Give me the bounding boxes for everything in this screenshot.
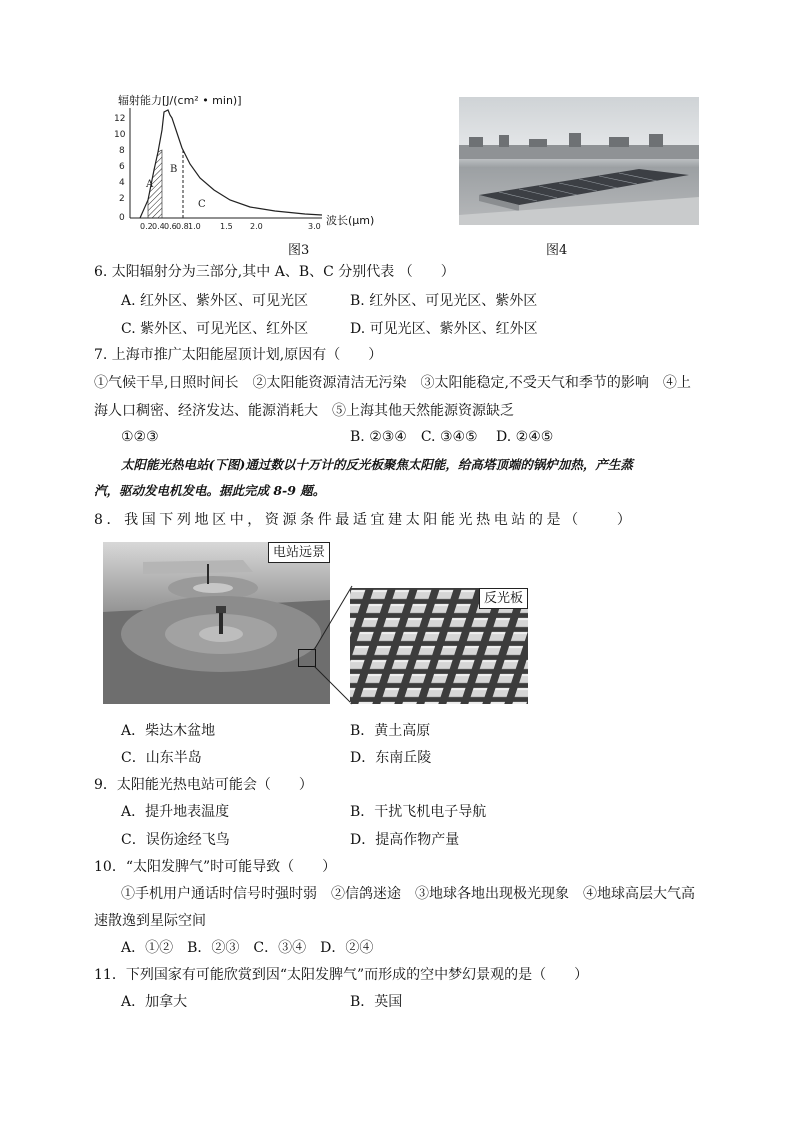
reflector-panels-closeup-photo — [350, 588, 528, 704]
question-8-stem: 8．我国下列地区中，资源条件最适宜建太阳能光热电站的是（ ） — [94, 512, 635, 528]
ytick-4: 4 — [119, 178, 125, 188]
figure-4-rooftop-solar-photo — [459, 97, 699, 225]
figure-4-caption: 图4 — [546, 243, 568, 258]
ytick-6: 6 — [119, 162, 125, 172]
question-9-option-c[interactable]: C．误伤途经飞鸟 — [121, 832, 230, 848]
question-9-option-b[interactable]: B．干扰飞机电子导航 — [350, 804, 487, 820]
ytick-12: 12 — [114, 114, 126, 124]
question-7-statement-line-1: ①气候干旱,日照时间长 ②太阳能资源清洁无污染 ③太阳能稳定,不受天气和季节的影响 ④上 — [94, 375, 691, 391]
question-7-statement-line-2: 海人口稠密、经济发达、能源消耗大 ⑤上海其他天然能源资源缺乏 — [94, 403, 514, 419]
question-10-stem: 10．“太阳发脾气”时可能导致（ ） — [94, 859, 337, 875]
question-6-stem: 6. 太阳辐射分为三部分,其中 A、B、C 分别代表 （ ） — [94, 264, 455, 280]
figure-3-xlabel: 波长(μm) — [326, 214, 375, 227]
xtick-2-0: 2.0 — [250, 222, 263, 231]
ytick-8: 8 — [119, 146, 125, 156]
xtick-1-0: 1.0 — [188, 222, 201, 231]
question-11-option-a[interactable]: A．加拿大 — [121, 994, 188, 1010]
question-8-option-d[interactable]: D．东南丘陵 — [350, 750, 432, 766]
region-label-b: B — [170, 164, 178, 175]
question-7-stem: 7. 上海市推广太阳能屋顶计划,原因有（ ） — [94, 347, 383, 363]
figure-3-caption: 图3 — [288, 243, 310, 258]
figure-3-chart — [110, 90, 330, 235]
question-11-option-b[interactable]: B．英国 — [350, 994, 403, 1010]
xtick-0-6: 0.6 — [164, 222, 177, 231]
question-9-option-d[interactable]: D．提高作物产量 — [350, 832, 460, 848]
question-9-option-a[interactable]: A．提升地表温度 — [121, 804, 230, 820]
question-9-stem: 9．太阳能光热电站可能会（ ） — [94, 777, 313, 793]
question-11-stem: 11．下列国家有可能欣赏到因“太阳发脾气”而形成的空中梦幻景观的是（ ） — [94, 967, 589, 983]
question-6-option-a[interactable]: A. 红外区、紫外区、可见光区 — [121, 293, 309, 309]
question-8-option-c[interactable]: C．山东半岛 — [121, 750, 202, 766]
xtick-3-0: 3.0 — [308, 222, 321, 231]
xtick-0-8: 0.8 — [176, 222, 189, 231]
far-view-label: 电站远景 — [268, 542, 330, 563]
question-10-statement-line-2: 速散逸到星际空间 — [94, 913, 206, 929]
question-10-options[interactable]: A．①② B．②③ C．③④ D．②④ — [121, 940, 374, 956]
intro-8-9-line-1: 太阳能光热电站(下图)通过数以十万计的反光板聚焦太阳能，给高塔顶端的锅炉加热，产生蒸 — [121, 457, 633, 472]
reflector-label: 反光板 — [479, 588, 528, 609]
ytick-2: 2 — [119, 194, 125, 204]
xtick-0-4: 0.4 — [152, 222, 165, 231]
ytick-0: 0 — [119, 213, 125, 223]
radiation-spectrum-svg — [110, 90, 330, 235]
xtick-1-5: 1.5 — [220, 222, 233, 231]
heliostat-field-illustration — [103, 542, 330, 704]
question-6-option-c[interactable]: C. 紫外区、可见光区、红外区 — [121, 321, 309, 337]
question-7-option-a[interactable]: ①②③ — [121, 429, 159, 445]
question-7-options-bcd[interactable]: B. ②③④ C. ③④⑤ D. ②④⑤ — [350, 429, 554, 445]
question-10-statement-line-1: ①手机用户通话时信号时强时弱 ②信鸽迷途 ③地球各地出现极光现象 ④地球高层大气高 — [121, 886, 695, 902]
question-8-option-a[interactable]: A．柴达木盆地 — [121, 723, 216, 739]
power-station-far-view-photo — [103, 542, 330, 704]
spectrum-curve — [140, 110, 322, 218]
rooftop-solar-illustration — [459, 97, 699, 225]
question-6-option-b[interactable]: B. 红外区、可见光区、紫外区 — [350, 293, 538, 309]
figure-3-ylabel: 辐射能力[J/(cm² • min)] — [118, 94, 242, 107]
ytick-10: 10 — [114, 130, 126, 140]
xtick-0-2: 0.2 — [140, 222, 153, 231]
region-label-c: C — [198, 199, 206, 210]
intro-8-9-line-2: 汽，驱动发电机发电。据此完成 8-9 题。 — [94, 483, 326, 498]
region-label-a: A — [146, 179, 154, 190]
question-8-option-b[interactable]: B．黄土高原 — [350, 723, 431, 739]
question-6-option-d[interactable]: D. 可见光区、紫外区、红外区 — [350, 321, 538, 337]
